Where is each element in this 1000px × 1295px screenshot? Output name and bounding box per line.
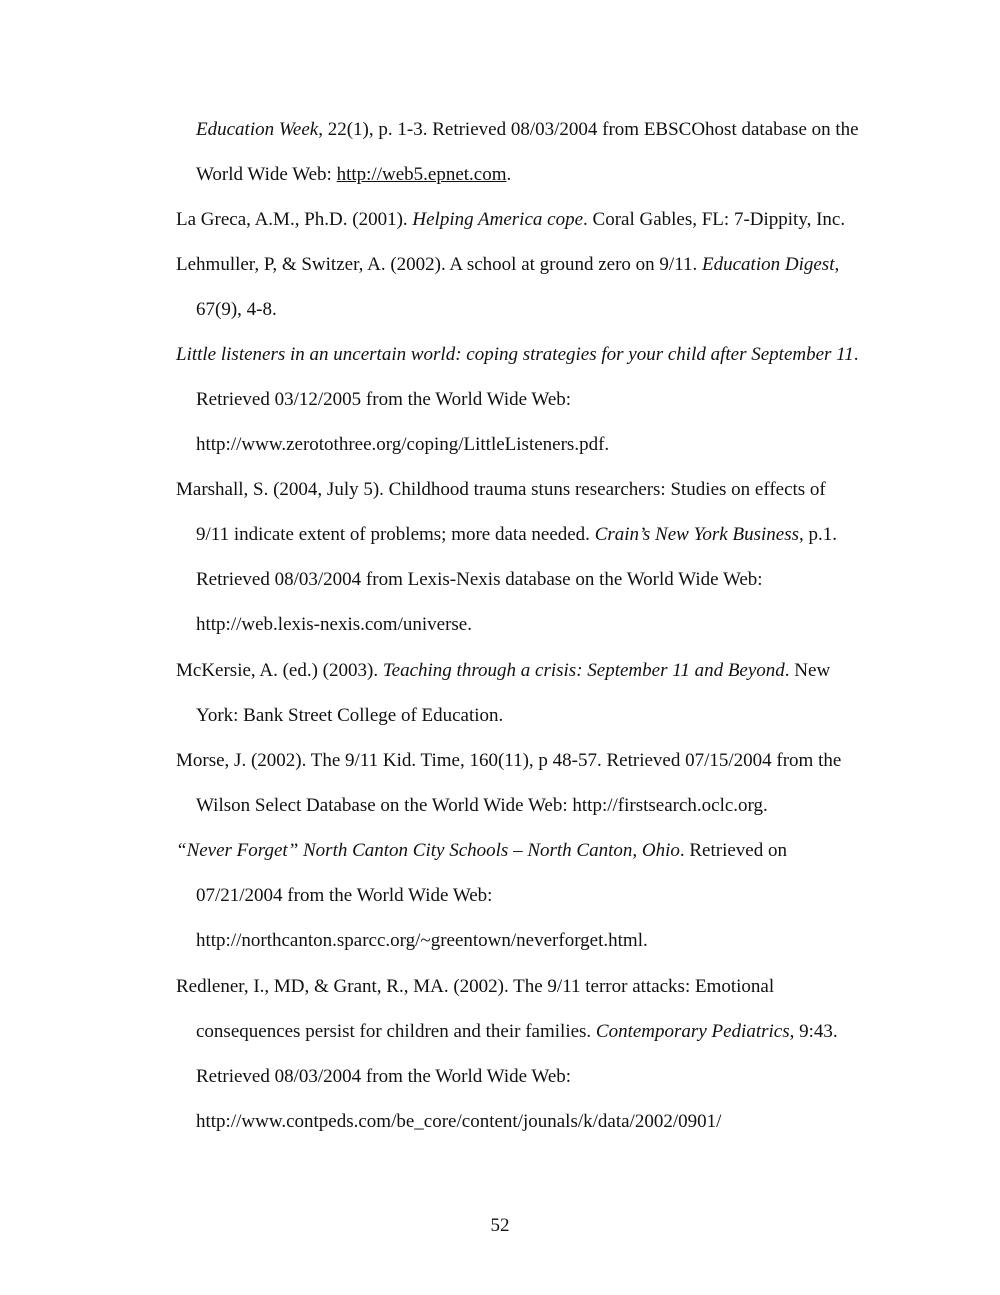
reference-text: . Retrieved on [679,840,787,861]
reference-line [196,118,859,142]
reference-line [176,749,841,773]
reference-text: , p.1. [798,524,837,545]
reference-italic-text: Education Digest [702,254,835,275]
reference-text: York: Bank Street College of Education. [196,705,504,726]
reference-line [196,163,511,187]
reference-text: http://northcanton.sparcc.org/~greentown/neverforget.html. [196,930,648,951]
reference-text: Redlener, I., MD, & Grant, R., MA. (2002). The 9/11 terror attacks: Emotional [176,976,775,997]
reference-line [196,794,768,818]
reference-text: 9/11 indicate extent of problems; more data needed. [196,524,595,545]
reference-line [176,659,830,683]
reference-italic-text: Little listeners in an uncertain world: coping strategies for your child after September 11 [176,344,854,365]
reference-italic-text: Contemporary Pediatrics [595,1021,790,1042]
reference-line [196,704,503,728]
reference-link[interactable]: http://web5.epnet.com [336,164,507,185]
page-number: 52 [490,1215,510,1236]
reference-text: Marshall, S. (2004, July 5). Childhood trauma stuns researchers: Studies on effects of [176,479,826,500]
reference-italic-text: Crain’s New York Business [594,524,799,545]
reference-text: . [853,344,859,365]
reference-text: Retrieved 08/03/2004 from Lexis-Nexis database on the World Wide Web: [196,569,763,590]
reference-line [196,613,472,637]
reference-text: McKersie, A. (ed.) (2003). [176,660,383,681]
reference-text: . Coral Gables, FL: 7-Dippity, Inc. [583,209,846,230]
reference-line [196,1065,571,1089]
reference-italic-text: Teaching through a crisis: September 11 and Beyond [382,660,785,681]
reference-line [176,478,826,502]
reference-text: http://www.zerotothree.org/coping/LittleListeners.pdf. [196,434,610,455]
reference-text: , 22(1), p. 1-3. Retrieved 08/03/2004 from EBSCOhost database on the [318,119,859,140]
reference-line [196,1020,838,1044]
reference-text: Retrieved 08/03/2004 from the World Wide Web: [196,1066,572,1087]
reference-line [176,208,845,232]
reference-line [196,929,648,953]
reference-line [176,253,839,277]
reference-text: consequences persist for children and their families. [196,1021,596,1042]
reference-text: La Greca, A.M., Ph.D. (2001). [176,209,413,230]
reference-text: http://web.lexis-nexis.com/universe. [196,614,472,635]
reference-line [176,975,774,999]
reference-line [196,884,492,908]
reference-text: Wilson Select Database on the World Wide Web: http://firstsearch.oclc.org. [196,795,768,816]
reference-text: Retrieved 03/12/2005 from the World Wide Web: [196,389,572,410]
reference-line [196,568,763,592]
reference-text: Lehmuller, P, & Switzer, A. (2002). A school at ground zero on 9/11. [176,254,703,275]
reference-text: , [834,254,840,275]
reference-italic-text: Helping America cope [412,209,584,230]
reference-line [196,433,609,457]
reference-text: 07/21/2004 from the World Wide Web: [196,885,493,906]
reference-line [196,388,571,412]
reference-text: http://www.contpeds.com/be_core/content/jounals/k/data/2002/0901/ [196,1111,722,1132]
reference-text: 67(9), 4-8. [196,299,277,320]
reference-italic-text: “Never Forget” North Canton City Schools – North Canton, Ohio [176,840,680,861]
reference-text: World Wide Web: [196,164,337,185]
reference-line [196,298,277,322]
reference-line [176,343,859,367]
reference-text: . [506,164,512,185]
reference-line [196,523,837,547]
reference-line [176,839,787,863]
reference-text: . New [784,660,831,681]
reference-text: Morse, J. (2002). The 9/11 Kid. Time, 160(11), p 48-57. Retrieved 07/15/2004 from the [176,750,842,771]
reference-line [196,1110,721,1134]
reference-text: , 9:43. [789,1021,838,1042]
reference-italic-text: Education Week [196,119,319,140]
